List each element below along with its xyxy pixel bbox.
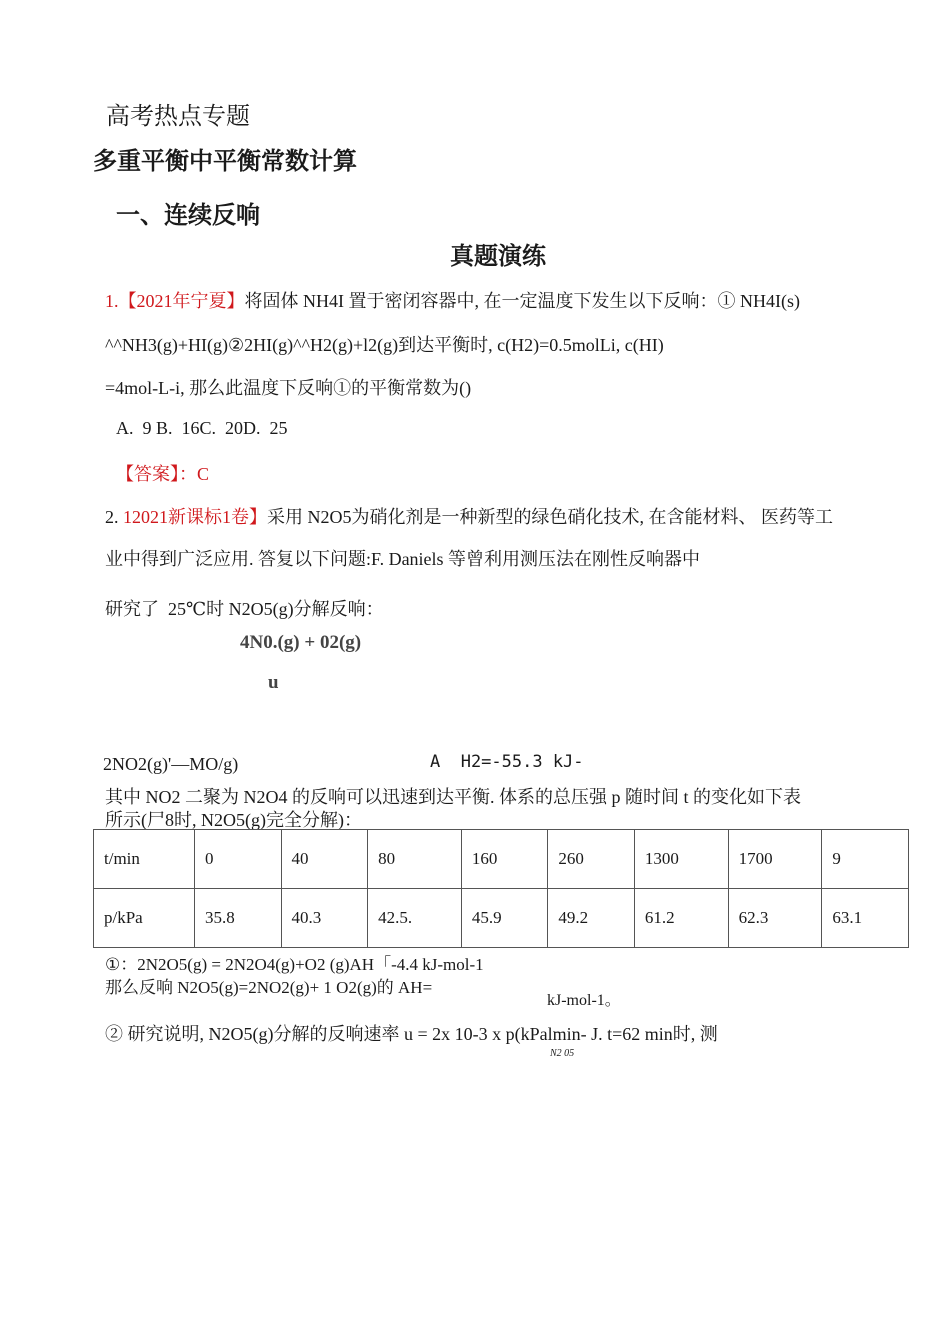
- pressure-time-table: [93, 829, 909, 948]
- question-text: 采用 N2O5为硝化剂是一种新型的绿色硝化技术, 在含能材料、 医药等工: [267, 507, 833, 527]
- table-cell: 0: [195, 830, 282, 889]
- answer-label: 【答案】：: [116, 464, 197, 484]
- equation-left: 2NO2(g)'—MO/g): [103, 754, 239, 774]
- table-cell: 9: [822, 830, 909, 889]
- equation-u: u: [268, 672, 279, 693]
- page-title: 多重平衡中平衡常数计算: [93, 147, 357, 175]
- equation-products: 4N0.(g) + 02(g): [240, 632, 362, 653]
- subquestion-2-line: ② 研究说明, N2O5(g)分解的反响速率 u = 2x 10-3 x p(kPalmin- J. t=62 min时, 测: [105, 1024, 718, 1044]
- table-cell: 260: [548, 830, 635, 889]
- subtitle-heading: 真题演练: [450, 242, 546, 270]
- table-cell: 40: [281, 830, 368, 889]
- question-1-line-3: =4mol-L-i, 那么此温度下反响①的平衡常数为(): [105, 378, 472, 398]
- section-heading: 一、连续反响: [116, 201, 260, 229]
- question-2-line-4: 其中 NO2 二聚为 N2O4 的反响可以迅速到达平衡. 体系的总压强 p 随时间 t 的变化如下表: [105, 787, 801, 807]
- table-cell: 45.9: [461, 889, 548, 948]
- question-2-line-5: 所示(尸8时, N2O5(g)完全分解)：: [105, 810, 362, 830]
- table-row: [94, 889, 909, 948]
- subquestion-1-line-2: 那么反响 N2O5(g)=2NO2(g)+ 1 O2(g)的 AH=: [105, 978, 433, 997]
- answer-line: [116, 460, 209, 486]
- question-source: 【2021年宁夏】: [118, 291, 245, 311]
- table-cell: 63.1: [822, 889, 909, 948]
- table-cell: 61.2: [634, 889, 728, 948]
- table-cell: 49.2: [548, 889, 635, 948]
- question-source: 12021新课标1卷】: [123, 507, 267, 527]
- question-1-line-1: [105, 287, 800, 313]
- table-cell: 80: [368, 830, 462, 889]
- question-1-line-2: ^^NH3(g)+HI(g)②2HI(g)^^H2(g)+l2(g)到达平衡时, c(H2)=0.5molLi, c(HI): [105, 335, 664, 355]
- table-cell: t/min: [94, 830, 195, 889]
- question-2-line-2: 业中得到广泛应用. 答复以下问题:F. Daniels 等曾利用测压法在刚性反响器中: [105, 549, 701, 569]
- table-cell: 1300: [634, 830, 728, 889]
- topic-heading: 高考热点专题: [106, 102, 250, 130]
- question-text: 将固体 NH4I 置于密闭容器中, 在一定温度下发生以下反响：① NH4I(s): [244, 291, 800, 311]
- table-cell: 40.3: [281, 889, 368, 948]
- answer-value: C: [197, 464, 210, 484]
- question-number: 1.: [105, 291, 119, 311]
- question-1-options: A. 9 B. 16C. 20D. 25: [116, 418, 288, 438]
- subquestion-2-subscript: N2 05: [550, 1048, 575, 1059]
- table-cell: p/kPa: [94, 889, 195, 948]
- table-cell: 62.3: [728, 889, 822, 948]
- equation-dh: A H2=-55.3 kJ-: [430, 752, 584, 772]
- table-cell: 42.5.: [368, 889, 462, 948]
- question-2-line-3: 研究了 25℃时 N2O5(g)分解反响：: [105, 599, 384, 619]
- table-cell: 160: [461, 830, 548, 889]
- subquestion-1-line-1: ①：2N2O5(g) = 2N2O4(g)+O2 (g)AH「-4.4 kJ-mol-1: [105, 955, 484, 974]
- table-cell: 35.8: [195, 889, 282, 948]
- subquestion-1-unit: kJ-mol-1。: [547, 992, 621, 1009]
- table-cell: 1700: [728, 830, 822, 889]
- question-2-line-1: [105, 503, 833, 529]
- question-number: 2.: [105, 507, 119, 527]
- table-header-row: [94, 830, 909, 889]
